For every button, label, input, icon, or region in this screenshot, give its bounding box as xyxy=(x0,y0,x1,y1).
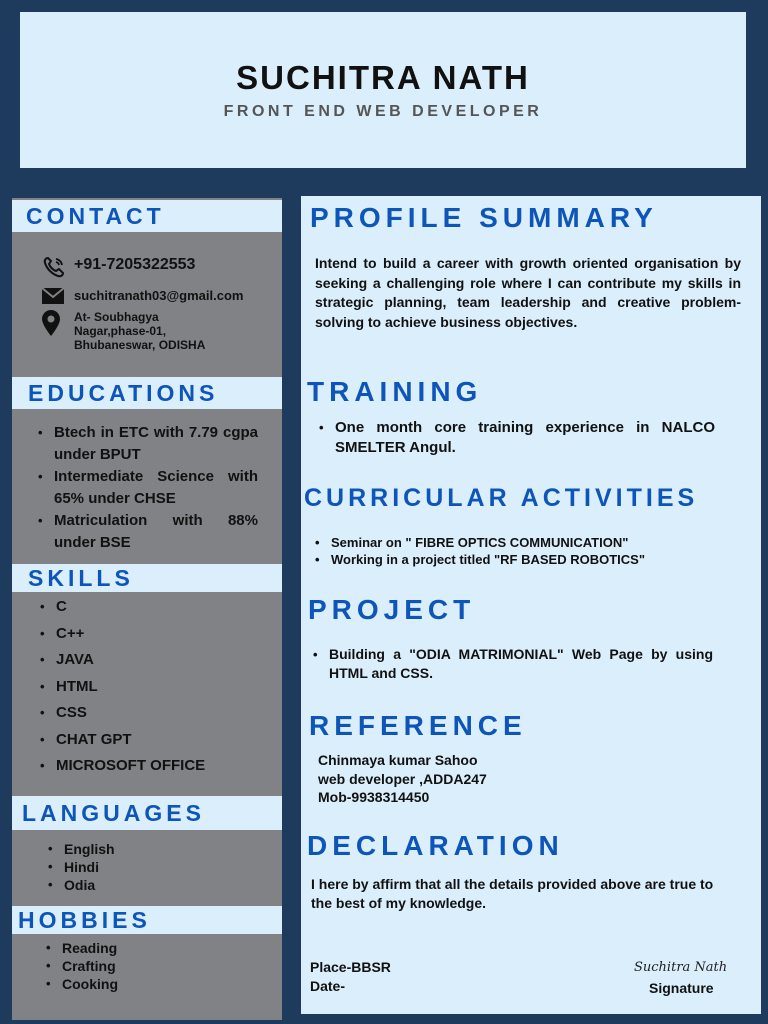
reference-name: Chinmaya kumar Sahoo xyxy=(318,752,478,768)
address-line: Nagar,phase-01, xyxy=(74,324,167,338)
list-item: • One month core training experience in NALCO SMELTER Angul. xyxy=(317,418,715,458)
candidate-title: FRONT END WEB DEVELOPER xyxy=(223,103,543,120)
list-item: • MICROSOFT OFFICE xyxy=(38,753,268,780)
list-item: • Working in a project titled "RF BASED ROBOTICS" xyxy=(313,551,733,568)
profile-summary-text: Intend to build a career with growth oriented organisation by seeking a challenging role where I can contribute my skills in strategic planning, team leadership and creative problem-solving to achieve business objectives. xyxy=(315,255,741,330)
reference-role: web developer ,ADDA247 xyxy=(318,770,487,787)
list-item: • Matriculation with 88% under BSE xyxy=(36,510,258,554)
location-pin-icon xyxy=(42,310,66,341)
address-line: Bhubaneswar, ODISHA xyxy=(74,338,206,352)
declaration-date: Date- xyxy=(310,978,346,994)
list-item: • C++ xyxy=(38,621,268,648)
education-list xyxy=(36,422,258,554)
phone-icon xyxy=(42,256,66,283)
contact-phone: +91-7205322553 xyxy=(74,256,196,273)
declaration-place: Place-BBSR xyxy=(310,959,391,975)
skills-list xyxy=(38,594,268,780)
list-item: • English xyxy=(46,840,115,858)
list-item: • Cooking xyxy=(44,975,118,993)
declaration-heading: DECLARATION xyxy=(307,830,564,861)
left-column xyxy=(12,198,282,1020)
list-item: • Building a "ODIA MATRIMONIAL" Web Page by using HTML and CSS. xyxy=(311,645,713,683)
resume-header xyxy=(20,12,746,168)
list-item: • Btech in ETC with 7.79 cgpa under BPUT xyxy=(36,422,258,466)
training-heading: TRAINING xyxy=(307,376,483,407)
training-list xyxy=(317,418,715,458)
project-list xyxy=(311,645,713,683)
skills-heading: SKILLS xyxy=(12,564,282,592)
mail-icon xyxy=(42,288,66,309)
languages-list xyxy=(46,840,115,894)
list-item: • Intermediate Science with 65% under CHSE xyxy=(36,466,258,510)
reference-block xyxy=(318,751,487,807)
declaration-text: I here by affirm that all the details provided above are true to the best of my knowledge. xyxy=(311,876,714,911)
profile-heading: PROFILE SUMMARY xyxy=(310,202,658,233)
curricular-heading: CURRICULAR ACTIVITIES xyxy=(304,484,699,512)
candidate-name: SUCHITRA NATH xyxy=(236,59,530,96)
list-item: • Odia xyxy=(46,876,115,894)
place-date-block xyxy=(310,958,391,996)
list-item: • C xyxy=(38,594,268,621)
right-column xyxy=(301,196,761,1014)
contact-email-row xyxy=(42,288,243,309)
project-heading: PROJECT xyxy=(308,594,476,625)
list-item: • CHAT GPT xyxy=(38,727,268,754)
handwritten-signature: Suchitra Nath xyxy=(634,960,728,975)
reference-phone: Mob-9938314450 xyxy=(318,789,430,805)
list-item: • CSS xyxy=(38,700,268,727)
address-line: At- Soubhagya xyxy=(74,310,159,324)
curricular-list xyxy=(313,534,733,568)
contact-phone-row xyxy=(42,256,195,283)
list-item: • Seminar on " FIBRE OPTICS COMMUNICATION" xyxy=(313,534,733,551)
list-item: • Reading xyxy=(44,939,118,957)
contact-heading: CONTACT xyxy=(12,200,282,232)
contact-address-row xyxy=(42,310,205,352)
signature-label: Signature xyxy=(649,980,714,996)
hobbies-heading: HOBBIES xyxy=(12,906,282,934)
hobbies-list xyxy=(44,939,118,993)
education-heading: EDUCATIONS xyxy=(12,377,282,409)
list-item: • HTML xyxy=(38,674,268,701)
list-item: • Crafting xyxy=(44,957,118,975)
languages-heading: LANGUAGES xyxy=(12,796,282,830)
reference-heading: REFERENCE xyxy=(309,710,527,741)
list-item: • Hindi xyxy=(46,858,115,876)
contact-email: suchitranath03@gmail.com xyxy=(74,288,244,303)
list-item: • JAVA xyxy=(38,647,268,674)
contact-address xyxy=(74,310,205,352)
